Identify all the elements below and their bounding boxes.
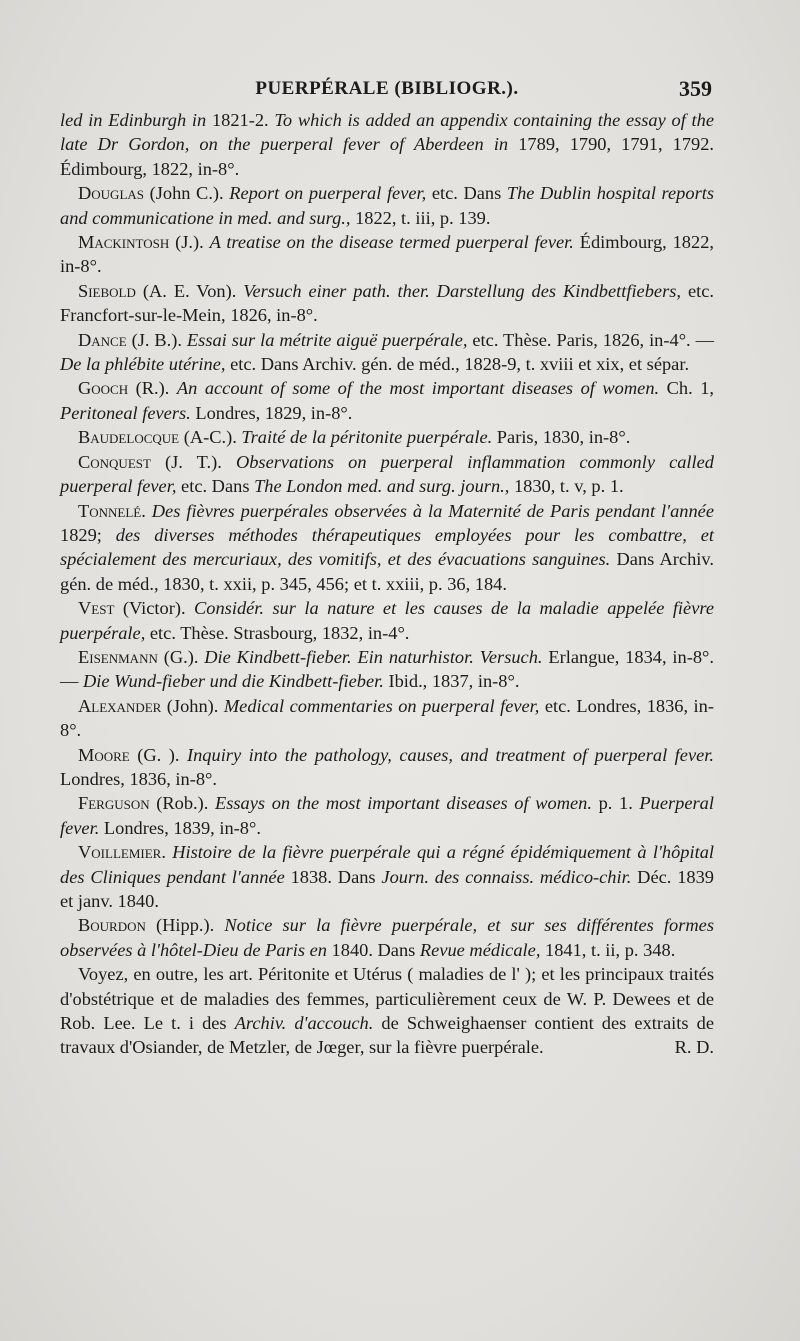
entry-author-details: (G.).: [157, 646, 205, 667]
entry-title-secondary: The London med. and surg. journ.,: [254, 476, 510, 497]
entry-details: Paris, 1830, in-8°.: [492, 427, 631, 448]
entry-details-secondary: 1830, t. v, p. 1.: [509, 476, 624, 497]
bibliography-entry: [60, 108, 714, 181]
entry-details: etc. Dans: [176, 476, 255, 497]
entry-title: Essays on the most important diseases of women.: [215, 793, 592, 814]
bibliography-entry: [60, 791, 714, 840]
entry-title: Observations on puerperal inflammation commonly called puerperal fever,: [60, 451, 715, 497]
entry-title-secondary: des diverses méthodes thérapeutiques employées pour les combattre, et spécialement des mercuriaux, des vomitifs, et des évacuations sanguines.: [60, 524, 714, 570]
entry-title: Considér. sur la nature et les causes de la maladie appelée fièvre puerpérale,: [60, 598, 714, 643]
bibliography-list: [60, 108, 714, 1060]
entry-author: Mackintosh: [78, 232, 170, 253]
entry-details-secondary: etc. Dans Archiv. gén. de méd., 1828-9, t. xviii et xix, et sépar.: [225, 354, 690, 375]
page-number: 359: [679, 76, 712, 101]
entry-details-secondary: Ibid., 1837, in-8°.: [383, 671, 520, 692]
entry-details-secondary: Londres, 1839, in-8°.: [99, 817, 261, 838]
entry-author: Bourdon: [78, 915, 146, 936]
entry-author-details: (Rob.).: [149, 793, 215, 814]
bibliography-entry: [60, 450, 714, 499]
entry-title: Medical commentaries on puerperal fever,: [223, 695, 540, 716]
bibliography-entry: [60, 913, 714, 962]
entry-author: Baudelocque: [78, 427, 180, 448]
entry-details: Ch. 1,: [659, 378, 715, 399]
entry-author: Conquest: [78, 451, 151, 472]
closing-text: Voyez, en outre, les art. Péritonite et Utérus ( maladies de l' ); et les principaux traités d'obstétrique et de maladies des femmes, particulièrement ceux de W. P. Dewees et de Rob. Lee. Le t. i des: [60, 964, 714, 1034]
entry-title: Des fièvres puerpérales observées à la Maternité de Paris pendant l'année: [151, 500, 714, 521]
entry-author: Douglas: [78, 183, 145, 204]
entry-title: Die Kindbett-fieber. Ein naturhistor. Versuch.: [204, 646, 543, 667]
entry-author: Tonnelé.: [78, 500, 146, 521]
entry-title: Essai sur la métrite aiguë puerpérale,: [186, 329, 468, 350]
entry-author: Alexander: [78, 695, 162, 716]
entry-title-secondary: The Dublin hospital reports and communicatione in med. and surg.,: [60, 183, 714, 228]
entry-author-details: (A-C.).: [179, 427, 242, 448]
entry-author-details: (R.).: [128, 378, 177, 399]
entry-title: Traité de la péritonite puerpérale.: [241, 427, 493, 448]
entry-details: etc. Londres, 1836, in-8°.: [60, 695, 714, 741]
bibliography-entry: [60, 840, 714, 913]
entry-details-secondary: 1822, t. iii, p. 139.: [350, 207, 491, 228]
bibliography-entry: [60, 743, 714, 792]
entry-details: Erlangue, 1834, in-8°. —: [60, 646, 714, 692]
bibliography-entry: [60, 596, 714, 645]
entry-details: p. 1.: [591, 793, 640, 814]
entry-title: Inquiry into the pathology, causes, and treatment of puerperal fever.: [186, 744, 714, 765]
closing-text-end: de Schweighaenser contient des extraits de travaux d'Osiander, de Metzler, de Jœger, sur la fièvre puerpérale.: [60, 1013, 714, 1058]
entry-author: Moore: [78, 744, 130, 765]
entry-author: Ferguson: [78, 793, 150, 814]
bibliography-entry: [60, 279, 714, 328]
entry-author: Gooch: [78, 378, 129, 399]
entry-author-details: (A. E. Von).: [135, 280, 244, 301]
entry-author-details: (Hipp.).: [145, 915, 225, 936]
entry-author-details: (John).: [161, 695, 224, 716]
entry-details: etc. Thèse. Strasbourg, 1832, in-4°.: [145, 622, 410, 643]
entry-title-secondary: Journ. des connaiss. médico-chir.: [381, 866, 632, 887]
entry-details: etc. Dans: [426, 183, 507, 204]
entry-author-details: (J. T.).: [150, 451, 236, 472]
entry-title: An account of some of the most important diseases of women.: [176, 378, 660, 399]
entry-author-details: (Victor).: [114, 598, 195, 619]
bibliography-entry: [60, 230, 714, 279]
bibliography-entry: [60, 328, 714, 377]
entry-details-secondary: Déc. 1839 et janv. 1840.: [60, 866, 714, 911]
entry-author-details: (G. ).: [129, 744, 187, 765]
entry-author: Voillemier.: [78, 842, 166, 863]
entry-title-secondary: De la phlébite utérine,: [60, 354, 226, 375]
running-title: PUERPÉRALE (BIBLIOGR.).: [255, 78, 519, 99]
entry-details: 1821-2.: [206, 110, 275, 130]
entry-title-secondary: Puerperal fever.: [60, 793, 714, 838]
entry-title-secondary: Revue médicale,: [419, 939, 541, 960]
entry-title: led in Edinburgh in: [60, 110, 207, 130]
entry-author-details: (J. B.).: [126, 329, 187, 350]
entry-author: Dance: [78, 329, 127, 350]
entry-details-secondary: Londres, 1829, in-8°.: [190, 402, 353, 423]
entry-title: Notice sur la fièvre puerpérale, et sur ses différentes formes observées à l'hôtel-Dieu de Paris en: [60, 915, 714, 960]
entry-details: 1829;: [60, 524, 116, 545]
entry-details: Londres, 1836, in-8°.: [60, 768, 218, 789]
entry-details-secondary: Dans Archiv. gén. de méd., 1830, t. xxii, p. 345, 456; et t. xxiii, p. 36, 184.: [60, 549, 714, 594]
entry-author: Siebold: [78, 280, 136, 301]
entry-details: Édimbourg, 1822, in-8°.: [60, 232, 714, 277]
bibliography-entry: [60, 181, 714, 230]
bibliography-entry: [60, 694, 714, 743]
entry-details: etc. Francfort-sur-le-Mein, 1826, in-8°.: [60, 280, 714, 326]
entry-details: etc. Thèse. Paris, 1826, in-4°. —: [467, 329, 714, 350]
bibliography-entry: [60, 645, 714, 694]
closing-paragraph: [60, 962, 714, 1060]
entry-title-secondary: Die Wund-fieber und die Kindbett-fieber.: [83, 671, 384, 692]
entry-details-secondary: 1789, 1790, 1791, 1792. Édimbourg, 1822, in-8°.: [60, 134, 715, 179]
entry-title: Histoire de la fièvre puerpérale qui a régné épidémiquement à l'hôpital des Cliniques pendant l'année: [60, 842, 714, 887]
entry-author: Eisenmann: [78, 646, 158, 667]
bibliography-entry: [60, 425, 714, 449]
entry-title: Versuch einer path. ther. Darstellung des Kindbettfiebers,: [243, 280, 681, 301]
entry-title-secondary: Peritoneal fevers.: [60, 402, 191, 423]
entry-author: Vest: [78, 598, 115, 619]
entry-title: A treatise on the disease termed puerperal fever.: [209, 232, 574, 253]
entry-title: Report on puerperal fever,: [229, 183, 427, 204]
author-signature: R. D.: [674, 1037, 714, 1058]
entry-author-details: (J.).: [169, 232, 210, 253]
entry-details: 1838. Dans: [284, 866, 382, 887]
bibliography-entry: [60, 499, 714, 597]
closing-journal-title: Archiv. d'accouch.: [234, 1013, 374, 1034]
entry-author-details: (John C.).: [144, 183, 230, 204]
page-header: [62, 74, 712, 104]
bibliography-entry: [60, 376, 714, 425]
entry-details-secondary: 1841, t. ii, p. 348.: [540, 939, 676, 960]
entry-title-secondary: To which is added an appendix containing the essay of the late Dr Gordon, on the puerperal fever of Aberdeen in: [60, 110, 714, 155]
entry-details: 1840. Dans: [326, 939, 420, 960]
